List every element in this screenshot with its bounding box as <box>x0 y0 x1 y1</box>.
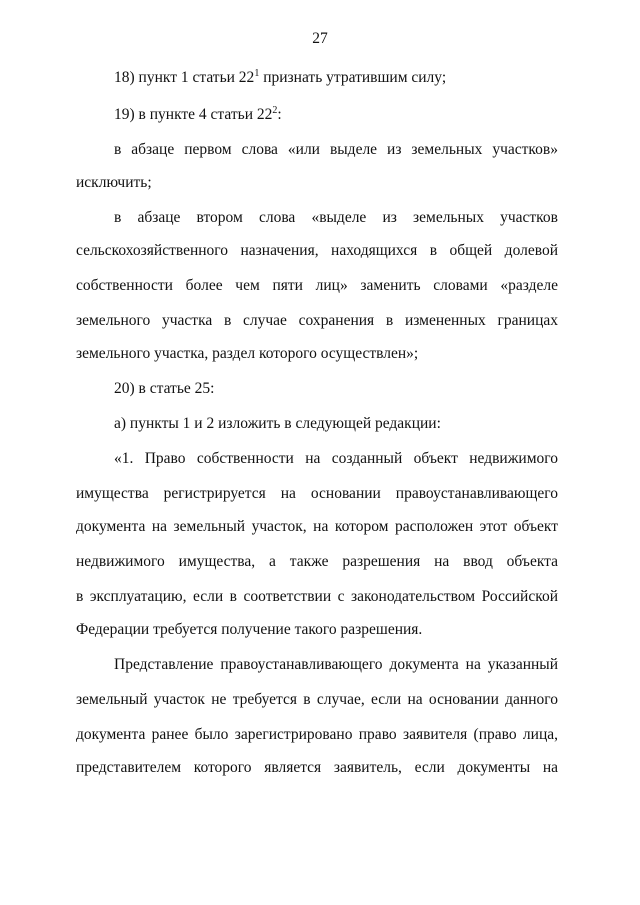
text-line: документа на земельный участок, на котором расположен этот объект <box>76 518 558 535</box>
superscript: 1 <box>254 68 260 79</box>
text-line: в абзаце втором слова «выделе из земельных участков <box>114 209 558 226</box>
text-line: Представление правоустанавливающего документа на указанный <box>114 656 558 673</box>
text-line: исключить; <box>76 174 152 191</box>
text-line: собственности более чем пяти лиц» заменить словами «разделе <box>76 277 558 294</box>
line-text: 19) в пункте 4 статьи 22 <box>114 106 273 123</box>
page-number: 27 <box>312 30 328 47</box>
sub-item-a: а) пункты 1 и 2 изложить в следующей редакции: <box>114 415 441 432</box>
text-line: недвижимого имущества, а также разрешения на ввод объекта <box>76 553 558 570</box>
text-line: Федерации требуется получение такого разрешения. <box>76 621 423 638</box>
line-text-continued: : <box>277 106 282 123</box>
text-line: «1. Право собственности на созданный объект недвижимого <box>114 450 558 467</box>
superscript: 2 <box>272 105 278 116</box>
text-line: сельскохозяйственного назначения, находящихся в общей долевой <box>76 242 558 259</box>
line-text: 18) пункт 1 статьи 22 <box>114 69 255 86</box>
text-line: имущества регистрируется на основании правоустанавливающего <box>76 485 558 502</box>
text-line: в абзаце первом слова «или выделе из земельных участков» <box>114 141 558 158</box>
text-line: земельный участок не требуется в случае, если на основании данного <box>76 691 558 708</box>
text-line: представителем которого является заявитель, если документы на <box>76 759 558 776</box>
text-line: земельного участка в случае сохранения в измененных границах <box>76 312 558 329</box>
text-line: в эксплуатацию, если в соответствии с законодательством Российской <box>76 588 558 605</box>
text-line: документа ранее было зарегистрировано право заявителя (право лица, <box>76 726 558 743</box>
list-item-19 <box>114 105 558 125</box>
list-item-18 <box>114 68 558 88</box>
list-item-20: 20) в статье 25: <box>114 380 215 397</box>
text-line: земельного участка, раздел которого осуществлен»; <box>76 345 419 362</box>
line-text-continued: признать утратившим силу; <box>259 69 447 86</box>
